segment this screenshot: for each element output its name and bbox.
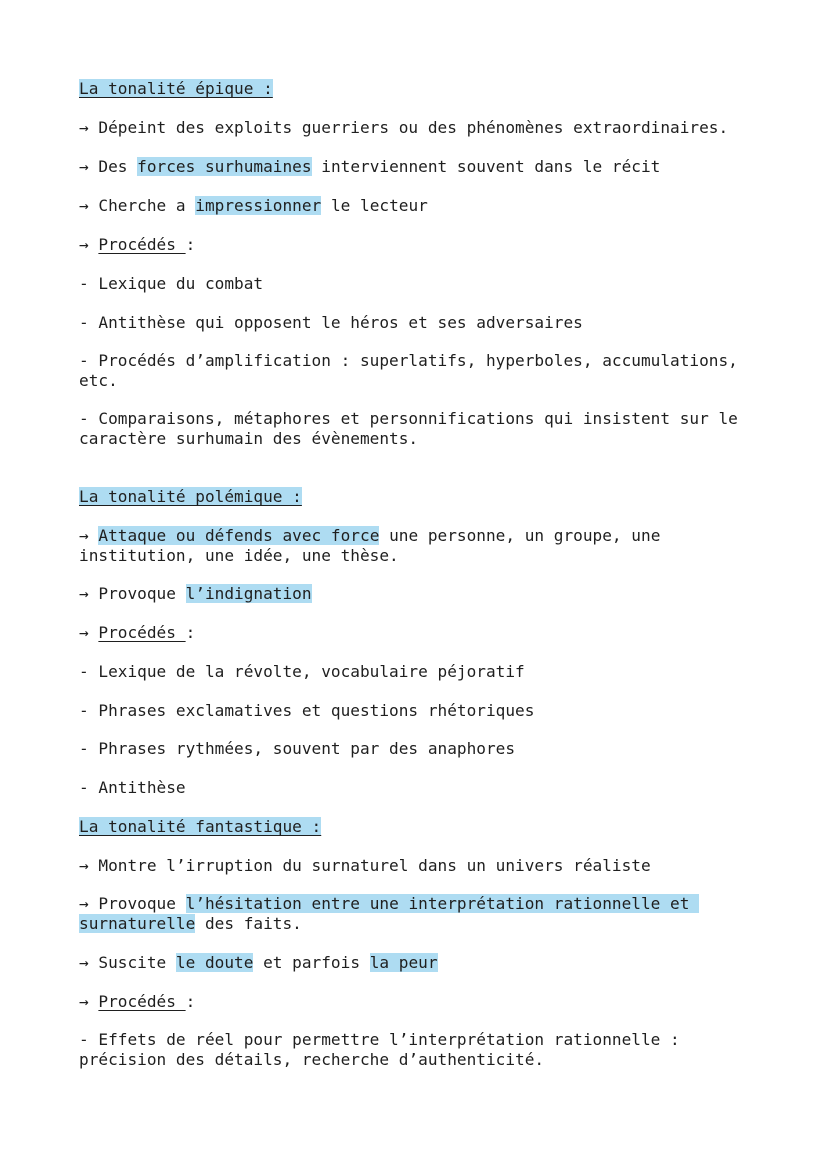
epique-line-8a: - Comparaisons, métaphores et personnifications qui insistent sur le bbox=[79, 409, 738, 428]
epique-line-6 bbox=[79, 313, 583, 333]
epique-procedes bbox=[79, 235, 195, 255]
fantastique-line-2 bbox=[79, 894, 699, 933]
epique-line-2-end: interviennent souvent dans le récit bbox=[311, 157, 661, 176]
epique-line-2-start: → Des bbox=[79, 157, 138, 176]
epique-line-1 bbox=[79, 118, 728, 138]
heading-epique-text: La tonalité épique : bbox=[79, 79, 273, 98]
heading-epique bbox=[79, 79, 273, 99]
epique-line-3-start: → Cherche a bbox=[79, 196, 196, 215]
fantastique-line-3 bbox=[79, 953, 438, 973]
polemique-line-4 bbox=[79, 662, 525, 682]
polemique-line-2 bbox=[79, 584, 312, 604]
polemique-procedes-arrow: → bbox=[79, 623, 99, 642]
polemique-line-5 bbox=[79, 701, 534, 721]
polemique-procedes-colon: : bbox=[185, 623, 196, 642]
heading-fantastique bbox=[79, 817, 321, 837]
epique-highlight-impressionner: impressionner bbox=[195, 196, 322, 215]
epique-line-8 bbox=[79, 409, 738, 448]
fantastique-line-3-mid: et parfois bbox=[253, 953, 370, 972]
epique-line-1-text: → Dépeint des exploits guerriers ou des phénomènes extraordinaires. bbox=[79, 118, 729, 137]
polemique-line-2-start: → Provoque bbox=[79, 584, 186, 603]
epique-line-7a: - Procédés d’amplification : superlatifs, hyperboles, accumulations, bbox=[79, 351, 738, 370]
epique-line-6-text: - Antithèse qui opposent le héros et ses adversaires bbox=[79, 313, 583, 332]
epique-line-3-end: le lecteur bbox=[321, 196, 428, 215]
fantastique-procedes bbox=[79, 992, 195, 1012]
polemique-line-5-text: - Phrases exclamatives et questions rhétoriques bbox=[79, 701, 535, 720]
epique-highlight-forces: forces surhumaines bbox=[137, 157, 312, 176]
fantastique-procedes-colon: : bbox=[185, 992, 196, 1011]
fantastique-highlight-doute: le doute bbox=[175, 953, 254, 972]
epique-line-7 bbox=[79, 351, 738, 390]
polemique-procedes bbox=[79, 623, 195, 643]
polemique-line-6-text: - Phrases rythmées, souvent par des anaphores bbox=[79, 739, 516, 758]
fantastique-line-2-end: des faits. bbox=[195, 913, 302, 933]
epique-line-8b: caractère surhumain des évènements. bbox=[79, 428, 419, 448]
epique-line-3 bbox=[79, 196, 428, 216]
epique-procedes-colon: : bbox=[185, 235, 196, 254]
fantastique-line-3-start: → Suscite bbox=[79, 953, 176, 972]
epique-procedes-label: Procédés bbox=[98, 235, 186, 254]
polemique-line-1b: institution, une idée, une thèse. bbox=[79, 545, 399, 565]
fantastique-procedes-label: Procédés bbox=[98, 992, 186, 1011]
polemique-line-1 bbox=[79, 526, 660, 565]
polemique-line-7-text: - Antithèse bbox=[79, 778, 186, 797]
polemique-line-6 bbox=[79, 739, 515, 759]
fantastique-highlight-peur: la peur bbox=[369, 953, 438, 972]
fantastique-highlight-surnaturelle: surnaturelle bbox=[79, 913, 196, 933]
fantastique-line-5b: précision des détails, recherche d’authenticité. bbox=[79, 1049, 545, 1069]
fantastique-highlight-hesitation: l’hésitation entre une interprétation rationnelle et bbox=[185, 894, 700, 913]
fantastique-procedes-arrow: → bbox=[79, 992, 99, 1011]
fantastique-line-5a: - Effets de réel pour permettre l’interprétation rationnelle : bbox=[79, 1030, 680, 1049]
polemique-highlight-indignation: l’indignation bbox=[185, 584, 312, 603]
epique-line-2 bbox=[79, 157, 660, 177]
polemique-line-1-arrow: → bbox=[79, 526, 99, 545]
polemique-line-4-text: - Lexique de la révolte, vocabulaire péjoratif bbox=[79, 662, 525, 681]
heading-polemique-text: La tonalité polémique : bbox=[79, 487, 302, 506]
polemique-line-1-rest: une personne, un groupe, une bbox=[379, 526, 661, 545]
heading-fantastique-text: La tonalité fantastique : bbox=[79, 817, 322, 836]
fantastique-line-1 bbox=[79, 856, 651, 876]
epique-line-5-text: - Lexique du combat bbox=[79, 274, 264, 293]
polemique-procedes-label: Procédés bbox=[98, 623, 186, 642]
fantastique-line-5 bbox=[79, 1030, 680, 1069]
polemique-line-7 bbox=[79, 778, 186, 798]
epique-line-5 bbox=[79, 274, 263, 294]
epique-line-7b: etc. bbox=[79, 370, 118, 390]
fantastique-line-1-text: → Montre l’irruption du surnaturel dans un univers réaliste bbox=[79, 856, 651, 875]
polemique-highlight-attaque: Attaque ou défends avec force bbox=[98, 526, 380, 545]
heading-polemique bbox=[79, 487, 302, 507]
fantastique-line-2-start: → Provoque bbox=[79, 894, 186, 913]
epique-procedes-arrow: → bbox=[79, 235, 99, 254]
